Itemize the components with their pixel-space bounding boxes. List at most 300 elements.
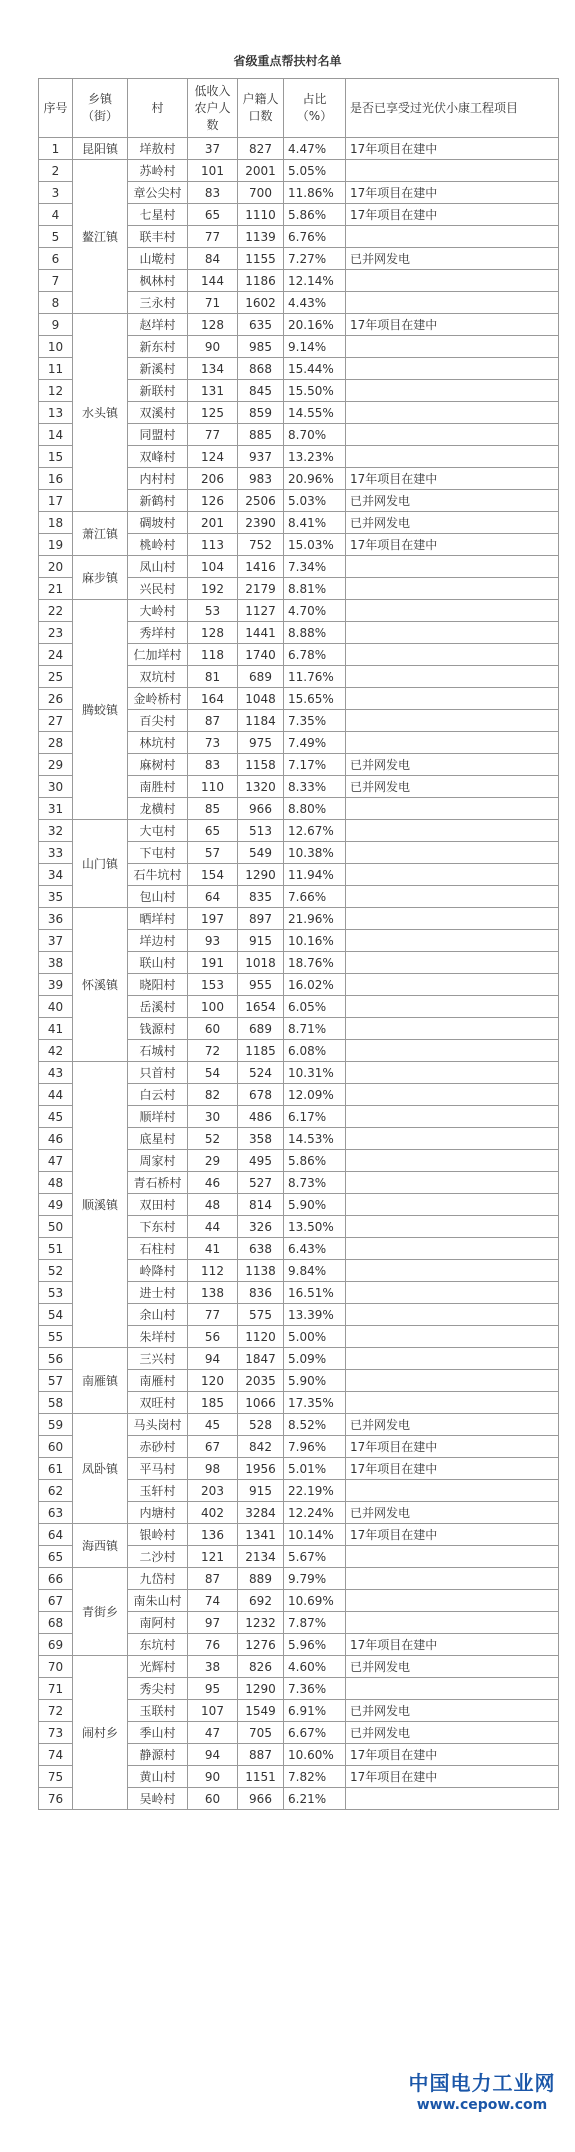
cell-population: 2035 <box>238 1370 284 1392</box>
cell-village: 大屯村 <box>128 820 188 842</box>
cell-low-income: 65 <box>188 204 238 226</box>
cell-low-income: 52 <box>188 1128 238 1150</box>
cell-no: 47 <box>39 1150 73 1172</box>
cell-town: 麻步镇 <box>73 556 128 600</box>
cell-ratio: 12.24% <box>284 1502 346 1524</box>
cell-population: 836 <box>238 1282 284 1304</box>
cell-low-income: 126 <box>188 490 238 512</box>
cell-low-income: 77 <box>188 226 238 248</box>
village-table <box>38 78 559 1810</box>
cell-low-income: 144 <box>188 270 238 292</box>
cell-village: 内村村 <box>128 468 188 490</box>
cell-village: 凤山村 <box>128 556 188 578</box>
cell-pv-project: 17年项目在建中 <box>346 468 559 490</box>
cell-village: 周家村 <box>128 1150 188 1172</box>
cell-ratio: 8.71% <box>284 1018 346 1040</box>
cell-pv-project <box>346 1348 559 1370</box>
cell-pv-project <box>346 1304 559 1326</box>
cell-no: 16 <box>39 468 73 490</box>
cell-population: 889 <box>238 1568 284 1590</box>
cell-low-income: 110 <box>188 776 238 798</box>
cell-ratio: 7.17% <box>284 754 346 776</box>
cell-low-income: 118 <box>188 644 238 666</box>
cell-pv-project <box>346 1260 559 1282</box>
cell-pv-project <box>346 600 559 622</box>
cell-population: 678 <box>238 1084 284 1106</box>
cell-pv-project: 已并网发电 <box>346 490 559 512</box>
header-village: 村 <box>128 79 188 138</box>
cell-population: 859 <box>238 402 284 424</box>
cell-pv-project <box>346 270 559 292</box>
cell-ratio: 21.96% <box>284 908 346 930</box>
cell-population: 955 <box>238 974 284 996</box>
cell-village: 南阿村 <box>128 1612 188 1634</box>
cell-population: 1290 <box>238 864 284 886</box>
cell-no: 24 <box>39 644 73 666</box>
cell-ratio: 9.79% <box>284 1568 346 1590</box>
cell-town: 昆阳镇 <box>73 138 128 160</box>
header-low-income: 低收入农户人数 <box>188 79 238 138</box>
cell-pv-project: 已并网发电 <box>346 1700 559 1722</box>
cell-village: 桃岭村 <box>128 534 188 556</box>
cell-no: 60 <box>39 1436 73 1458</box>
cell-pv-project <box>346 1392 559 1414</box>
cell-ratio: 15.03% <box>284 534 346 556</box>
cell-village: 石柱村 <box>128 1238 188 1260</box>
cell-pv-project <box>346 952 559 974</box>
cell-population: 1127 <box>238 600 284 622</box>
cell-population: 358 <box>238 1128 284 1150</box>
cell-pv-project: 17年项目在建中 <box>346 204 559 226</box>
cell-ratio: 5.01% <box>284 1458 346 1480</box>
cell-ratio: 14.53% <box>284 1128 346 1150</box>
cell-low-income: 85 <box>188 798 238 820</box>
watermark-name: 中国电力工业网 <box>408 2071 556 2095</box>
cell-no: 33 <box>39 842 73 864</box>
cell-low-income: 104 <box>188 556 238 578</box>
cell-no: 25 <box>39 666 73 688</box>
cell-town: 南雁镇 <box>73 1348 128 1414</box>
cell-pv-project <box>346 930 559 952</box>
cell-village: 只首村 <box>128 1062 188 1084</box>
header-population: 户籍人口数 <box>238 79 284 138</box>
cell-population: 705 <box>238 1722 284 1744</box>
cell-no: 3 <box>39 182 73 204</box>
cell-village: 大岭村 <box>128 600 188 622</box>
table-row <box>39 556 559 578</box>
cell-village: 东坑村 <box>128 1634 188 1656</box>
cell-low-income: 60 <box>188 1788 238 1810</box>
cell-low-income: 83 <box>188 754 238 776</box>
cell-pv-project: 17年项目在建中 <box>346 1524 559 1546</box>
cell-ratio: 5.05% <box>284 160 346 182</box>
cell-ratio: 5.03% <box>284 490 346 512</box>
cell-population: 937 <box>238 446 284 468</box>
cell-no: 2 <box>39 160 73 182</box>
cell-ratio: 5.90% <box>284 1370 346 1392</box>
cell-pv-project <box>346 886 559 908</box>
cell-pv-project <box>346 1018 559 1040</box>
cell-low-income: 154 <box>188 864 238 886</box>
cell-population: 2390 <box>238 512 284 534</box>
cell-village: 新东村 <box>128 336 188 358</box>
cell-village: 下屯村 <box>128 842 188 864</box>
cell-no: 43 <box>39 1062 73 1084</box>
cell-population: 1186 <box>238 270 284 292</box>
cell-low-income: 72 <box>188 1040 238 1062</box>
cell-population: 1138 <box>238 1260 284 1282</box>
cell-low-income: 83 <box>188 182 238 204</box>
cell-low-income: 60 <box>188 1018 238 1040</box>
cell-pv-project: 17年项目在建中 <box>346 182 559 204</box>
cell-no: 11 <box>39 358 73 380</box>
cell-low-income: 44 <box>188 1216 238 1238</box>
cell-town: 闹村乡 <box>73 1656 128 1810</box>
cell-no: 18 <box>39 512 73 534</box>
cell-low-income: 201 <box>188 512 238 534</box>
cell-low-income: 128 <box>188 314 238 336</box>
cell-pv-project: 已并网发电 <box>346 1414 559 1436</box>
cell-low-income: 71 <box>188 292 238 314</box>
cell-ratio: 12.67% <box>284 820 346 842</box>
cell-no: 66 <box>39 1568 73 1590</box>
cell-low-income: 136 <box>188 1524 238 1546</box>
cell-no: 28 <box>39 732 73 754</box>
cell-village: 岭降村 <box>128 1260 188 1282</box>
cell-no: 62 <box>39 1480 73 1502</box>
cell-population: 1120 <box>238 1326 284 1348</box>
cell-no: 54 <box>39 1304 73 1326</box>
cell-population: 2506 <box>238 490 284 512</box>
cell-low-income: 46 <box>188 1172 238 1194</box>
cell-low-income: 57 <box>188 842 238 864</box>
cell-pv-project: 17年项目在建中 <box>346 1634 559 1656</box>
cell-ratio: 6.21% <box>284 1788 346 1810</box>
header-town: 乡镇（街） <box>73 79 128 138</box>
cell-population: 1110 <box>238 204 284 226</box>
cell-low-income: 112 <box>188 1260 238 1282</box>
cell-pv-project: 已并网发电 <box>346 776 559 798</box>
cell-village: 九岱村 <box>128 1568 188 1590</box>
cell-low-income: 93 <box>188 930 238 952</box>
cell-ratio: 11.86% <box>284 182 346 204</box>
cell-pv-project: 17年项目在建中 <box>346 534 559 556</box>
cell-no: 9 <box>39 314 73 336</box>
cell-pv-project: 17年项目在建中 <box>346 1458 559 1480</box>
cell-population: 1654 <box>238 996 284 1018</box>
cell-village: 兴民村 <box>128 578 188 600</box>
cell-pv-project <box>346 1172 559 1194</box>
cell-village: 山墘村 <box>128 248 188 270</box>
cell-no: 50 <box>39 1216 73 1238</box>
cell-village: 黄山村 <box>128 1766 188 1788</box>
cell-population: 513 <box>238 820 284 842</box>
cell-low-income: 29 <box>188 1150 238 1172</box>
cell-pv-project <box>346 688 559 710</box>
cell-village: 白云村 <box>128 1084 188 1106</box>
cell-ratio: 9.84% <box>284 1260 346 1282</box>
cell-ratio: 5.90% <box>284 1194 346 1216</box>
table-row <box>39 1656 559 1678</box>
cell-ratio: 5.86% <box>284 204 346 226</box>
cell-village: 联山村 <box>128 952 188 974</box>
cell-population: 966 <box>238 1788 284 1810</box>
cell-population: 868 <box>238 358 284 380</box>
cell-low-income: 65 <box>188 820 238 842</box>
cell-population: 1139 <box>238 226 284 248</box>
cell-low-income: 84 <box>188 248 238 270</box>
cell-population: 635 <box>238 314 284 336</box>
cell-pv-project <box>346 578 559 600</box>
cell-population: 486 <box>238 1106 284 1128</box>
cell-village: 下东村 <box>128 1216 188 1238</box>
cell-no: 71 <box>39 1678 73 1700</box>
cell-low-income: 121 <box>188 1546 238 1568</box>
cell-no: 75 <box>39 1766 73 1788</box>
cell-pv-project <box>346 1788 559 1810</box>
cell-ratio: 13.23% <box>284 446 346 468</box>
cell-population: 1185 <box>238 1040 284 1062</box>
cell-ratio: 10.16% <box>284 930 346 952</box>
cell-population: 1441 <box>238 622 284 644</box>
cell-population: 827 <box>238 138 284 160</box>
cell-low-income: 41 <box>188 1238 238 1260</box>
cell-low-income: 90 <box>188 336 238 358</box>
cell-village: 静源村 <box>128 1744 188 1766</box>
cell-town: 腾蛟镇 <box>73 600 128 820</box>
cell-population: 752 <box>238 534 284 556</box>
table-row <box>39 512 559 534</box>
cell-population: 549 <box>238 842 284 864</box>
page-title: 省级重点帮扶村名单 <box>233 54 342 68</box>
cell-pv-project <box>346 1282 559 1304</box>
cell-population: 1320 <box>238 776 284 798</box>
watermark <box>397 2070 567 2114</box>
cell-no: 74 <box>39 1744 73 1766</box>
cell-village: 底星村 <box>128 1128 188 1150</box>
cell-low-income: 120 <box>188 1370 238 1392</box>
cell-pv-project <box>346 1370 559 1392</box>
cell-ratio: 5.00% <box>284 1326 346 1348</box>
cell-pv-project <box>346 1150 559 1172</box>
cell-population: 527 <box>238 1172 284 1194</box>
cell-pv-project <box>346 644 559 666</box>
cell-ratio: 5.86% <box>284 1150 346 1172</box>
cell-pv-project: 17年项目在建中 <box>346 1436 559 1458</box>
cell-village: 玉轩村 <box>128 1480 188 1502</box>
cell-pv-project <box>346 380 559 402</box>
cell-population: 885 <box>238 424 284 446</box>
cell-population: 700 <box>238 182 284 204</box>
cell-no: 6 <box>39 248 73 270</box>
cell-no: 38 <box>39 952 73 974</box>
cell-population: 638 <box>238 1238 284 1260</box>
cell-village: 三兴村 <box>128 1348 188 1370</box>
cell-town: 水头镇 <box>73 314 128 512</box>
cell-ratio: 7.49% <box>284 732 346 754</box>
cell-ratio: 7.96% <box>284 1436 346 1458</box>
cell-ratio: 5.96% <box>284 1634 346 1656</box>
cell-low-income: 128 <box>188 622 238 644</box>
cell-town: 山门镇 <box>73 820 128 908</box>
cell-low-income: 47 <box>188 1722 238 1744</box>
cell-no: 46 <box>39 1128 73 1150</box>
cell-village: 双坑村 <box>128 666 188 688</box>
cell-no: 10 <box>39 336 73 358</box>
cell-population: 495 <box>238 1150 284 1172</box>
cell-pv-project <box>346 1040 559 1062</box>
cell-ratio: 6.91% <box>284 1700 346 1722</box>
cell-pv-project <box>346 842 559 864</box>
cell-ratio: 4.70% <box>284 600 346 622</box>
cell-village: 联丰村 <box>128 226 188 248</box>
cell-village: 马头岗村 <box>128 1414 188 1436</box>
cell-low-income: 191 <box>188 952 238 974</box>
cell-pv-project: 已并网发电 <box>346 1502 559 1524</box>
cell-pv-project <box>346 1546 559 1568</box>
cell-ratio: 10.60% <box>284 1744 346 1766</box>
table-row <box>39 1568 559 1590</box>
cell-village: 秀垟村 <box>128 622 188 644</box>
cell-ratio: 6.78% <box>284 644 346 666</box>
cell-population: 897 <box>238 908 284 930</box>
cell-low-income: 97 <box>188 1612 238 1634</box>
cell-population: 1549 <box>238 1700 284 1722</box>
cell-village: 青石桥村 <box>128 1172 188 1194</box>
cell-population: 1341 <box>238 1524 284 1546</box>
cell-village: 双溪村 <box>128 402 188 424</box>
cell-ratio: 8.73% <box>284 1172 346 1194</box>
cell-town: 凤卧镇 <box>73 1414 128 1524</box>
header-ratio: 占比（%） <box>284 79 346 138</box>
cell-village: 同盟村 <box>128 424 188 446</box>
cell-pv-project <box>346 1480 559 1502</box>
cell-low-income: 94 <box>188 1348 238 1370</box>
cell-village: 钱源村 <box>128 1018 188 1040</box>
cell-ratio: 11.76% <box>284 666 346 688</box>
cell-pv-project <box>346 446 559 468</box>
cell-low-income: 95 <box>188 1678 238 1700</box>
cell-ratio: 7.35% <box>284 710 346 732</box>
cell-village: 新鹤村 <box>128 490 188 512</box>
cell-population: 915 <box>238 930 284 952</box>
cell-population: 1956 <box>238 1458 284 1480</box>
cell-town: 萧江镇 <box>73 512 128 556</box>
cell-low-income: 87 <box>188 710 238 732</box>
cell-pv-project <box>346 1062 559 1084</box>
cell-low-income: 101 <box>188 160 238 182</box>
cell-population: 985 <box>238 336 284 358</box>
table-row <box>39 314 559 336</box>
cell-village: 石城村 <box>128 1040 188 1062</box>
cell-ratio: 7.34% <box>284 556 346 578</box>
cell-town: 鳌江镇 <box>73 160 128 314</box>
cell-low-income: 64 <box>188 886 238 908</box>
cell-ratio: 6.67% <box>284 1722 346 1744</box>
cell-low-income: 38 <box>188 1656 238 1678</box>
cell-ratio: 12.14% <box>284 270 346 292</box>
cell-no: 27 <box>39 710 73 732</box>
cell-pv-project: 17年项目在建中 <box>346 138 559 160</box>
cell-no: 20 <box>39 556 73 578</box>
cell-ratio: 5.67% <box>284 1546 346 1568</box>
cell-village: 章公尖村 <box>128 182 188 204</box>
cell-pv-project: 17年项目在建中 <box>346 1744 559 1766</box>
cell-no: 26 <box>39 688 73 710</box>
cell-ratio: 8.41% <box>284 512 346 534</box>
cell-low-income: 30 <box>188 1106 238 1128</box>
cell-village: 岳溪村 <box>128 996 188 1018</box>
cell-no: 56 <box>39 1348 73 1370</box>
cell-pv-project <box>346 908 559 930</box>
cell-no: 73 <box>39 1722 73 1744</box>
cell-no: 55 <box>39 1326 73 1348</box>
cell-population: 326 <box>238 1216 284 1238</box>
cell-village: 新溪村 <box>128 358 188 380</box>
cell-no: 76 <box>39 1788 73 1810</box>
cell-ratio: 15.44% <box>284 358 346 380</box>
cell-no: 63 <box>39 1502 73 1524</box>
cell-ratio: 9.14% <box>284 336 346 358</box>
cell-town: 怀溪镇 <box>73 908 128 1062</box>
table-row <box>39 1524 559 1546</box>
cell-town: 青街乡 <box>73 1568 128 1656</box>
cell-pv-project <box>346 798 559 820</box>
cell-population: 826 <box>238 1656 284 1678</box>
cell-low-income: 125 <box>188 402 238 424</box>
cell-pv-project <box>346 358 559 380</box>
cell-town: 海西镇 <box>73 1524 128 1568</box>
cell-ratio: 15.50% <box>284 380 346 402</box>
cell-no: 15 <box>39 446 73 468</box>
cell-low-income: 153 <box>188 974 238 996</box>
cell-pv-project <box>346 226 559 248</box>
cell-no: 32 <box>39 820 73 842</box>
cell-population: 842 <box>238 1436 284 1458</box>
cell-village: 秀尖村 <box>128 1678 188 1700</box>
cell-population: 689 <box>238 1018 284 1040</box>
cell-village: 枫林村 <box>128 270 188 292</box>
cell-low-income: 164 <box>188 688 238 710</box>
cell-village: 金岭桥村 <box>128 688 188 710</box>
cell-population: 915 <box>238 1480 284 1502</box>
cell-no: 45 <box>39 1106 73 1128</box>
cell-low-income: 94 <box>188 1744 238 1766</box>
cell-ratio: 8.33% <box>284 776 346 798</box>
cell-population: 1847 <box>238 1348 284 1370</box>
cell-ratio: 4.60% <box>284 1656 346 1678</box>
cell-pv-project <box>346 864 559 886</box>
cell-pv-project <box>346 402 559 424</box>
cell-town: 顺溪镇 <box>73 1062 128 1348</box>
cell-pv-project <box>346 1194 559 1216</box>
cell-population: 1290 <box>238 1678 284 1700</box>
cell-village: 晓阳村 <box>128 974 188 996</box>
cell-population: 528 <box>238 1414 284 1436</box>
cell-population: 1158 <box>238 754 284 776</box>
cell-ratio: 6.05% <box>284 996 346 1018</box>
cell-low-income: 77 <box>188 1304 238 1326</box>
cell-low-income: 77 <box>188 424 238 446</box>
cell-no: 34 <box>39 864 73 886</box>
cell-population: 2134 <box>238 1546 284 1568</box>
cell-ratio: 13.50% <box>284 1216 346 1238</box>
cell-pv-project <box>346 160 559 182</box>
cell-ratio: 7.87% <box>284 1612 346 1634</box>
cell-no: 17 <box>39 490 73 512</box>
cell-population: 1276 <box>238 1634 284 1656</box>
cell-no: 21 <box>39 578 73 600</box>
